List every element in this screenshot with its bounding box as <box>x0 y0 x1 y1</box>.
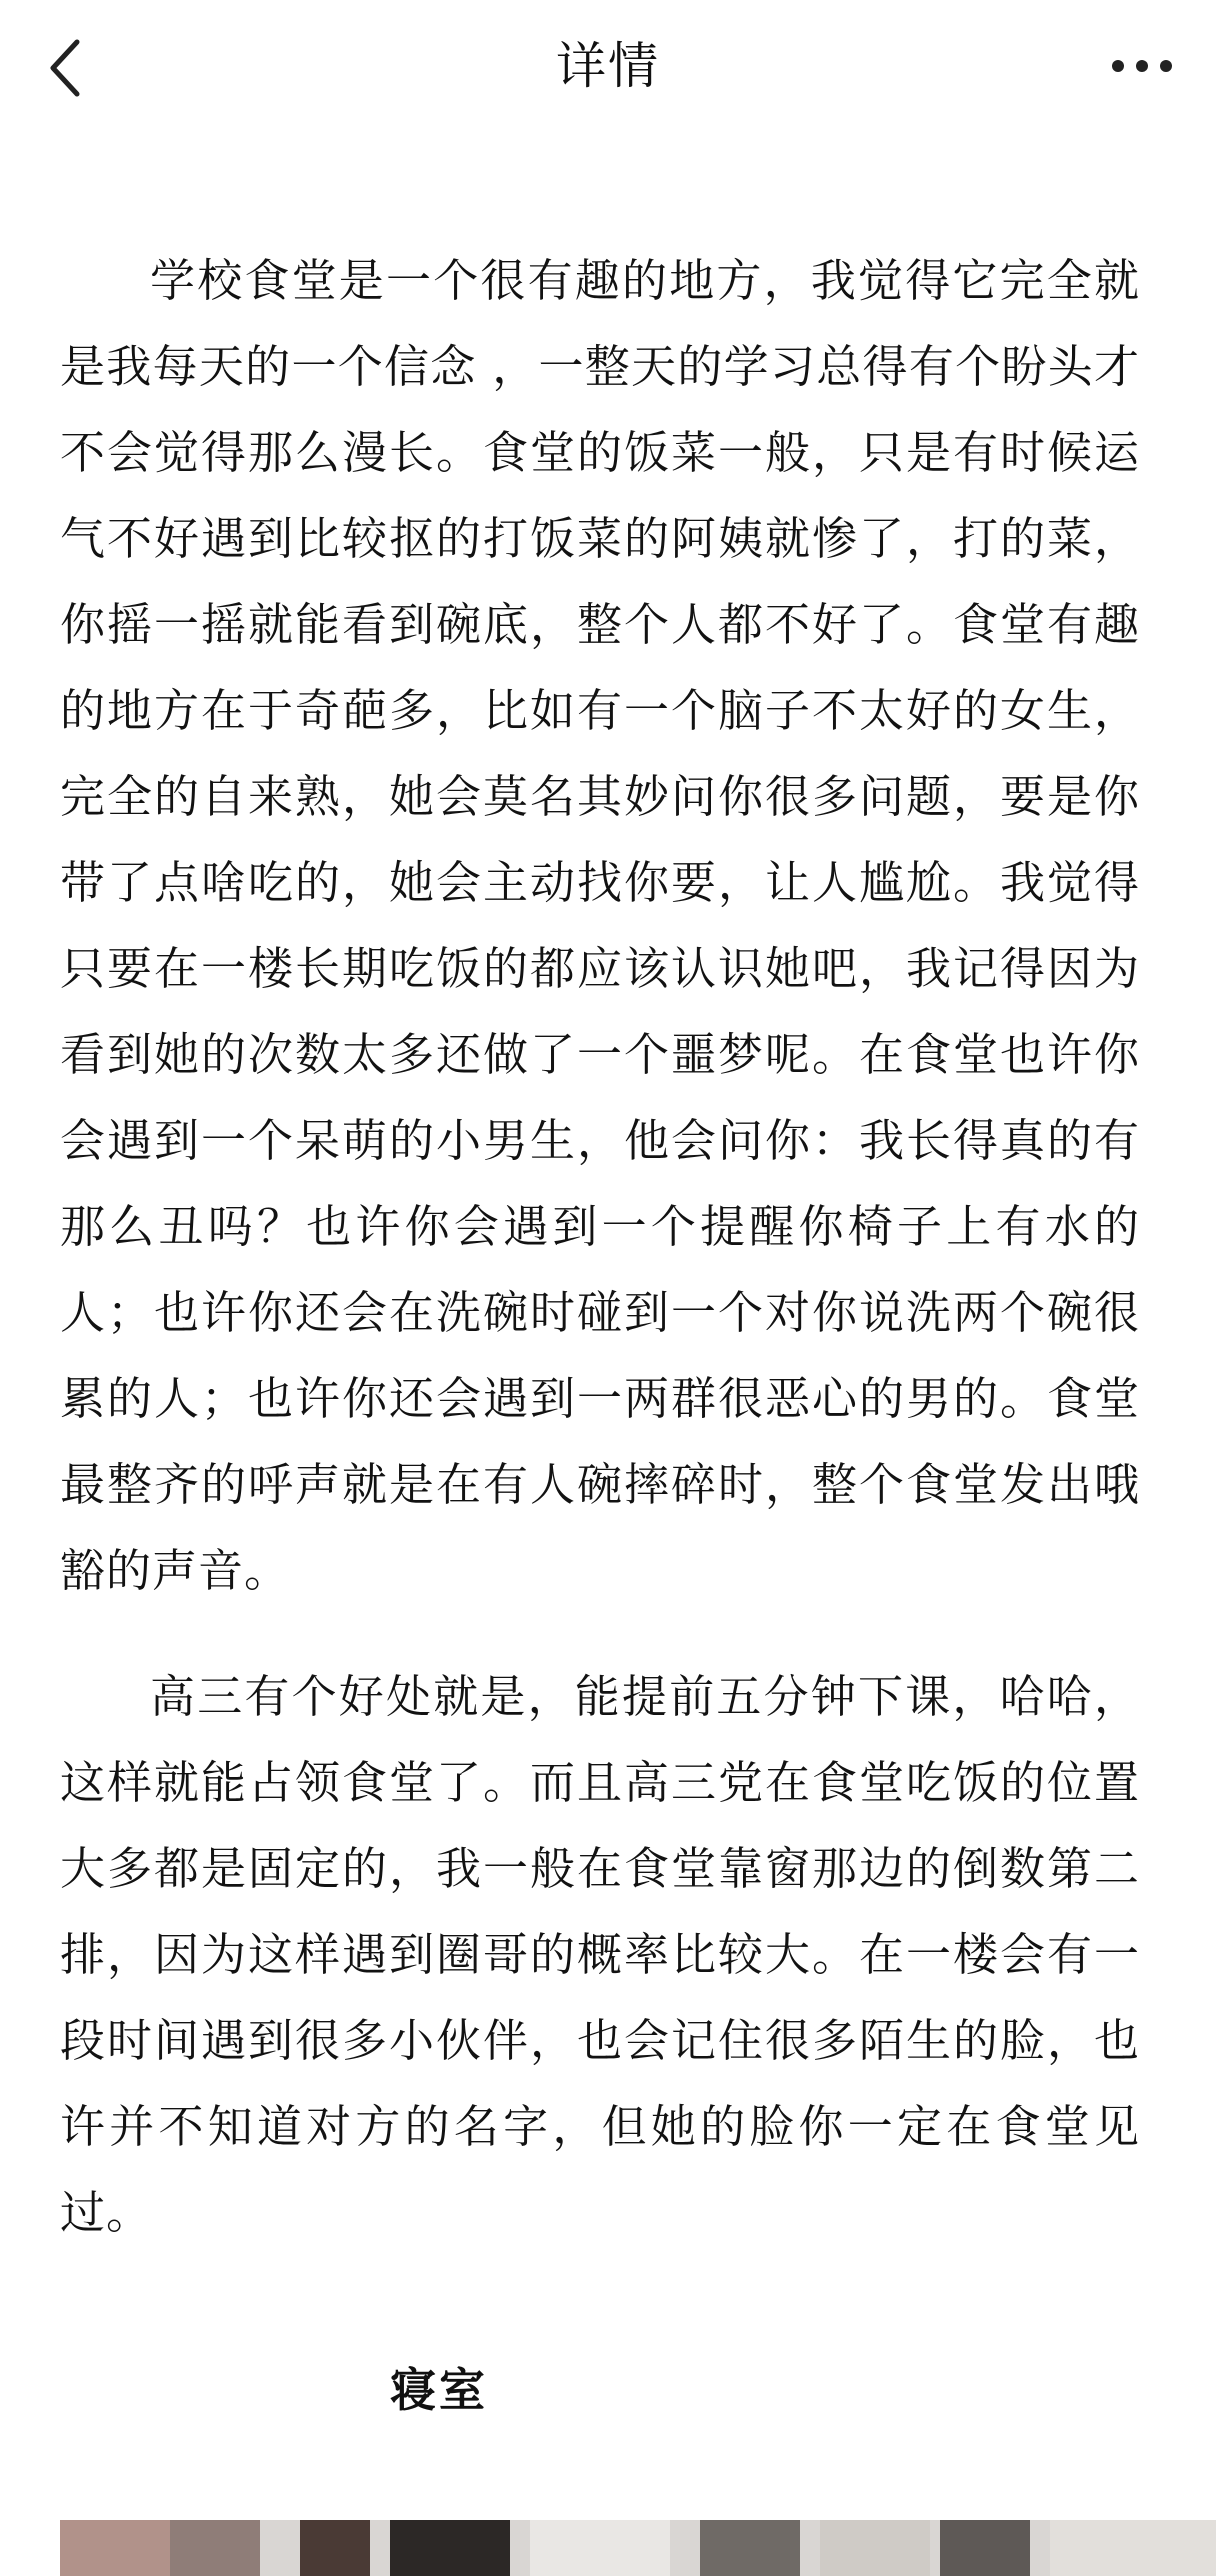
page-title: 详情 <box>556 37 660 95</box>
article-paragraph-1: 学校食堂是一个很有趣的地方，我觉得它完全就是我每天的一个信念 ，一整天的学习总得有个盼头才不会觉得那么漫长。食堂的饭菜一般，只是有时候运气不好遇到比较抠的打饭菜的阿姨就惨了，打的菜，你摇一摇就能看到碗底，整个人都不好了。食堂有趣的地方在于奇葩多，比如有一个脑子不太好的女生，完全的自来熟，她会莫名其妙问你很多问题，要是你带了点啥吃的，她会主动找你要，让人尴尬。我觉得只要在一楼长期吃饭的都应该认识她吧，我记得因为看到她的次数太多还做了一个噩梦呢。在食堂也许你会遇到一个呆萌的小男生，他会问你：我长得真的有那么丑吗？也许你会遇到一个提醒你椅子上有水的人；也许你还会在洗碗时碰到一个对你说洗两个碗很累的人；也许你还会遇到一两群很恶心的男的。食堂最整齐的呼声就是在有人碗摔碎时，整个食堂发出哦豁的声音。 <box>60 254 1140 1597</box>
article-body <box>60 238 1140 2256</box>
article-image[interactable] <box>60 2520 1216 2576</box>
section-heading: 寝室 <box>390 2363 488 2417</box>
top-navigation-bar <box>0 0 1216 132</box>
article-paragraph-2: 高三有个好处就是，能提前五分钟下课，哈哈，这样就能占领食堂了。而且高三党在食堂吃饭的位置大多都是固定的，我一般在食堂靠窗那边的倒数第二排，因为这样遇到圈哥的概率比较大。在一楼会有一段时间遇到很多小伙伴，也会记住很多陌生的脸，也许并不知道对方的名字，但她的脸你一定在食堂见过。 <box>60 1670 1140 2239</box>
more-horizontal-icon <box>1110 58 1174 74</box>
more-button[interactable] <box>1102 40 1182 92</box>
